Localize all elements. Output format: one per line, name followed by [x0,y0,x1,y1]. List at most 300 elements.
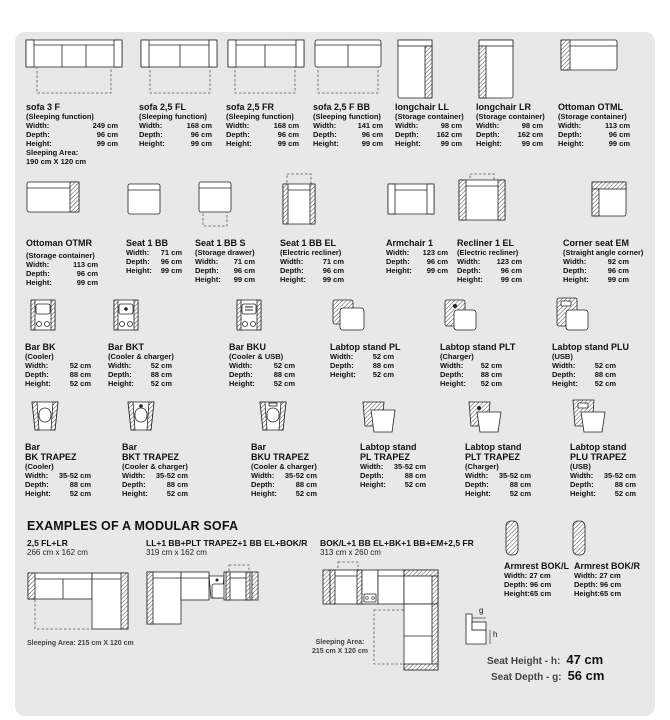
example-size: 266 cm x 162 cm [27,548,88,557]
module-subtitle: (Charger) [465,462,499,471]
height-label: Height: [558,139,584,148]
width-value: 71 cm [160,248,182,257]
spec-labtop-pl [330,342,400,379]
seat-depth-value: 56 cm [567,668,605,683]
width-label: Width: [229,361,253,370]
seat-depth-row [491,667,604,685]
module-title: PLU TRAPEZ [570,452,627,462]
depth-label: Depth: [139,130,163,139]
height-label: Height: [108,379,134,388]
depth-value: 96 cm [190,130,212,139]
laptop-trapez-icon [362,400,400,434]
width-label: Width: [360,462,384,471]
height-value: 65 cm [529,589,552,598]
module-labtop-plu[interactable] [556,296,592,334]
height-value: 52 cm [509,489,531,498]
example-2-plan[interactable] [146,564,276,628]
longchair-lr-plan-icon [478,38,518,100]
armrest-bokr-icon[interactable] [570,520,590,558]
spec-bar-bku-trapez [251,442,323,498]
height-value: 52 cm [166,489,188,498]
depth-value: 96 cm [277,130,299,139]
width-label: Width: [395,121,419,130]
laptop-stand-icon [332,298,368,334]
height-label: Height: [313,139,339,148]
spec-seat-1bb-s [195,238,255,284]
depth-label: Depth: [25,480,49,489]
module-subtitle: (USB) [570,462,591,471]
module-labtop-pl-trapez[interactable] [362,400,400,434]
module-subtitle: (Straight angle corner) [563,248,644,257]
height-value: 99 cm [608,139,630,148]
module-subtitle: (Sleeping function) [226,112,294,121]
height-label: Height: [386,266,412,275]
height-label: Height: [139,139,165,148]
height-value: 99 cm [361,139,383,148]
module-sofa-25fl[interactable] [140,38,220,96]
width-label: Width: [313,121,337,130]
bar-usb-icon [236,298,266,334]
depth-value: 88 cm [69,480,91,489]
width-label: Width: [457,257,481,266]
module-subtitle: (Storage container) [476,112,545,121]
width-label: Width: [226,121,250,130]
module-bar-bku[interactable] [236,298,266,334]
width-label: Width: [558,121,582,130]
spec-armrest-bokl [504,561,570,598]
sofa-25fr-plan-icon [227,38,307,96]
width-value: 168 cm [186,121,212,130]
module-subtitle: (Cooler & charger) [122,462,188,471]
module-line1: Bar [122,442,138,452]
depth-value: 88 cm [166,480,188,489]
width-value: 52 cm [273,361,295,370]
module-bar-bk-trapez[interactable] [28,400,64,434]
width-label: Width: [126,248,150,257]
depth-value: 96 cm [160,257,182,266]
height-label: Height: [465,489,491,498]
armrest-bokl-icon[interactable] [503,520,523,558]
example-3-plan[interactable] [322,560,442,674]
module-armchair-1[interactable] [387,182,437,218]
armchair-1-plan-icon [387,182,437,218]
width-value: 123 cm [496,257,522,266]
module-title: longchair LR [476,102,532,112]
module-longchair-lr[interactable] [478,38,518,100]
width-label: Width: [476,121,500,130]
module-title: Bar BKU [229,342,267,352]
height-value: 52 cm [273,379,295,388]
module-sofa-25fr[interactable] [227,38,307,96]
ottoman-otmr-plan-icon [26,180,86,216]
height-label: Height: [504,589,530,598]
module-ottoman-otmr[interactable] [26,180,86,216]
module-ottoman-otml[interactable] [560,38,620,74]
module-subtitle: (Storage container) [558,112,627,121]
width-value: 35-52 cm [393,462,426,471]
depth-label: Depth: [476,130,500,139]
width-value: 52 cm [372,352,394,361]
example-name: 2,5 FL+LR [27,538,68,548]
module-subtitle: (Charger) [440,352,474,361]
module-bar-bk[interactable] [30,298,60,334]
seat-1bb-s-plan-icon [198,180,238,230]
height-label: Height: [25,379,51,388]
width-value: 71 cm [322,257,344,266]
depth-value: 96 cm [608,130,630,139]
example-3-sleeping-area [300,638,380,656]
depth-value: 96 cm [599,580,622,589]
seat-profile-diagram [462,604,502,650]
width-value: 35-52 cm [155,471,188,480]
laptop-stand-usb-icon [556,296,592,334]
width-value: 123 cm [422,248,448,257]
module-subtitle: (Storage container) [395,112,464,121]
depth-value: 96 cm [233,266,255,275]
depth-value: 96 cm [529,580,552,589]
depth-label: Depth: [558,130,582,139]
width-label: Width: [330,352,354,361]
height-label: Height: [26,139,52,148]
module-title: Seat 1 BB [126,238,169,248]
seat-height-label: Seat Height - h: [487,656,561,667]
example-1-plan[interactable] [27,566,131,634]
module-title: BKT TRAPEZ [122,452,179,462]
example-3-caption [320,538,500,558]
module-line1: Labtop stand [465,442,522,452]
example-2-caption [146,538,316,558]
width-value: 113 cm [604,121,630,130]
module-corner-em[interactable] [591,180,631,220]
module-longchair-ll[interactable] [397,38,437,100]
width-label: Width: [570,471,594,480]
height-value: 99 cm [440,139,462,148]
module-bar-bkt[interactable] [113,298,143,334]
module-subtitle: (Cooler & charger) [251,462,317,471]
height-value: 99 cm [233,275,255,284]
module-sofa-3f[interactable] [25,38,125,96]
module-title: sofa 2,5 F BB [313,102,371,112]
height-label: Height: [574,589,600,598]
height-label: Height: [229,379,255,388]
spec-corner-em [563,238,649,284]
width-value: 35-52 cm [284,471,317,480]
depth-value: 96 cm [607,266,629,275]
bar-trapez-charger-icon [124,400,160,434]
width-value: 35-52 cm [58,471,91,480]
module-line1: Labtop stand [570,442,627,452]
spec-bar-bku [229,342,295,388]
height-value: 99 cm [322,275,344,284]
height-label: Height: [251,489,277,498]
width-label: Width: [139,121,163,130]
module-subtitle: (Cooler) [25,352,54,361]
width-value: 52 cm [480,361,502,370]
spec-ottoman-otmr [26,238,98,287]
spec-seat-1bb [126,238,182,275]
spec-longchair-lr [476,102,543,148]
height-value: 52 cm [614,489,636,498]
width-value: 35-52 cm [498,471,531,480]
height-value: 99 cm [160,266,182,275]
module-subtitle: (Sleeping function) [139,112,207,121]
module-subtitle: (Cooler & charger) [108,352,174,361]
depth-label: Depth: [386,257,410,266]
width-label: Width: [574,571,598,580]
height-label: Height: [122,489,148,498]
sleeping-area-value: 215 cm X 120 cm [311,648,369,655]
width-label: Width: [251,471,275,480]
height-value: 99 cm [190,139,212,148]
sleeping-area-label: Sleeping Area: [26,148,79,157]
height-value: 99 cm [521,139,543,148]
examples-heading: EXAMPLES OF A MODULAR SOFA [27,519,239,533]
module-subtitle: (Cooler & USB) [229,352,284,361]
example-size: 319 cm x 162 cm [146,548,207,557]
module-subtitle: (USB) [552,352,573,361]
spec-labtop-plu [552,342,629,388]
height-label: Height: [457,275,483,284]
laptop-trapez-charger-icon [468,400,506,434]
height-value: 65 cm [599,589,622,598]
depth-value: 88 cm [372,361,394,370]
depth-label: Depth: [457,266,481,275]
depth-label: Depth: [126,257,150,266]
depth-label: Depth: [251,480,275,489]
module-title: Labtop stand PL [330,342,401,352]
height-label: Height: [226,139,252,148]
seat-depth-label: Seat Depth - g: [491,672,562,683]
module-bar-bku-trapez[interactable] [256,400,292,434]
module-bar-bkt-trapez[interactable] [124,400,160,434]
module-title: Ottoman OTML [558,102,623,112]
depth-value: 88 cm [150,370,172,379]
sleeping-area-label: Sleeping Area: [315,639,365,646]
module-line1: Bar [251,442,267,452]
module-recliner-1el[interactable] [458,172,514,228]
laptop-stand-charger-icon [444,298,480,334]
height-value: 52 cm [594,379,616,388]
depth-value: 96 cm [96,130,118,139]
module-title: Labtop stand PLU [552,342,629,352]
module-title: PL TRAPEZ [360,452,410,462]
width-value: 52 cm [69,361,91,370]
height-label: Height: [563,275,589,284]
depth-label: Depth: [229,370,253,379]
corner-em-plan-icon [591,180,631,220]
height-label: Height: [280,275,306,284]
recliner-1el-plan-icon [458,172,514,228]
module-title: sofa 2,5 FR [226,102,275,112]
module-title: longchair LL [395,102,449,112]
module-subtitle: (Electric recliner) [457,248,519,257]
spec-labtop-plt-trapez [465,442,535,498]
depth-label: Depth: [570,480,594,489]
spec-labtop-pl-trapez [360,442,430,489]
width-label: Width: [25,361,49,370]
depth-label: Depth: [504,580,528,589]
seat-1bb-el-plan-icon [282,172,322,228]
spec-bar-bk [25,342,91,388]
spec-bar-bkt [108,342,180,388]
spec-sofa-25fbb [313,102,383,148]
depth-value: 96 cm [322,266,344,275]
depth-value: 88 cm [614,480,636,489]
spec-bar-bk-trapez [25,442,91,498]
depth-label: Depth: [330,361,354,370]
module-title: Ottoman OTMR [26,238,92,248]
height-label: Height: [330,370,356,379]
width-label: Width: [25,471,49,480]
module-seat-1bb[interactable] [127,182,167,218]
spec-labtop-plt [440,342,516,388]
height-value: 52 cm [295,489,317,498]
module-line1: Bar [25,442,41,452]
depth-label: Depth: [26,130,50,139]
example-size: 313 cm x 260 cm [320,548,381,557]
bar-charger-icon [113,298,143,334]
width-value: 98 cm [440,121,462,130]
width-value: 52 cm [150,361,172,370]
width-label: Width: [440,361,464,370]
example-1-sleeping-area: Sleeping Area: 215 cm X 120 cm [27,640,134,647]
module-sofa-25fbb[interactable] [314,38,394,96]
height-value: 99 cm [500,275,522,284]
depth-value: 88 cm [295,480,317,489]
width-value: 141 cm [357,121,383,130]
depth-label: Depth: [465,480,489,489]
spec-seat-1bb-el [280,238,344,284]
module-labtop-plt[interactable] [444,298,480,334]
longchair-ll-plan-icon [397,38,437,100]
module-subtitle: (Sleeping function) [26,112,94,121]
module-line1: Labtop stand [360,442,417,452]
depth-label: Depth: [26,269,50,278]
laptop-trapez-usb-icon [572,398,610,434]
width-label: Width: [108,361,132,370]
seat-depth-letter: g [479,606,484,615]
height-value: 99 cm [76,278,98,287]
depth-value: 88 cm [509,480,531,489]
height-label: Height: [476,139,502,148]
height-label: Height: [360,480,386,489]
example-name: LL+1 BB+PLT TRAPEZ+1 BB EL+BOK/R [146,538,308,548]
seat-height-value: 47 cm [566,652,604,667]
width-label: Width: [26,121,50,130]
depth-label: Depth: [226,130,250,139]
height-value: 52 cm [69,379,91,388]
example-1-layout-icon [27,566,131,634]
depth-value: 88 cm [594,370,616,379]
module-title: Seat 1 BB S [195,238,246,248]
sofa-25fl-plan-icon [140,38,220,96]
depth-label: Depth: [395,130,419,139]
height-label: Height: [570,489,596,498]
depth-label: Depth: [25,370,49,379]
spec-sofa-25fr [226,102,299,148]
module-title: BK TRAPEZ [25,452,77,462]
width-value: 52 cm [594,361,616,370]
module-subtitle: (Storage drawer) [195,248,255,257]
depth-value: 96 cm [76,269,98,278]
height-value: 99 cm [426,266,448,275]
depth-value: 96 cm [361,130,383,139]
height-label: Height: [552,379,578,388]
module-labtop-pl[interactable] [332,298,368,334]
bar-cooler-icon [30,298,60,334]
height-label: Height: [395,139,421,148]
width-value: 249 cm [92,121,118,130]
height-value: 99 cm [96,139,118,148]
width-value: 35-52 cm [603,471,636,480]
depth-label: Depth: [563,266,587,275]
seat-height-letter: h [493,630,498,639]
width-value: 92 cm [607,257,629,266]
module-title: Armrest BOK/R [574,561,641,571]
module-labtop-plu-trapez[interactable] [572,398,610,434]
depth-label: Depth: [108,370,132,379]
depth-label: Depth: [574,580,598,589]
seat-1bb-plan-icon [127,182,167,218]
width-value: 98 cm [521,121,543,130]
width-value: 27 cm [599,571,621,580]
height-value: 99 cm [607,275,629,284]
width-label: Width: [504,571,528,580]
width-label: Width: [563,257,587,266]
width-label: Width: [280,257,304,266]
depth-value: 88 cm [404,471,426,480]
example-1-caption [27,538,147,558]
height-value: 52 cm [69,489,91,498]
spec-longchair-ll [395,102,462,148]
depth-label: Depth: [313,130,337,139]
height-value: 52 cm [404,480,426,489]
width-label: Width: [26,260,50,269]
module-title: Armrest BOK/L [504,561,570,571]
module-title: PLT TRAPEZ [465,452,520,462]
module-title: Recliner 1 EL [457,238,515,248]
spec-bar-bkt-trapez [122,442,196,498]
module-labtop-plt-trapez[interactable] [468,400,506,434]
module-title: sofa 3 F [26,102,61,112]
module-subtitle: (Cooler) [25,462,54,471]
module-title: Corner seat EM [563,238,630,248]
depth-label: Depth: [280,266,304,275]
bar-trapez-cooler-icon [28,400,64,434]
sofa-25fbb-plan-icon [314,38,394,96]
example-3-layout-icon [322,560,442,674]
width-label: Width: [122,471,146,480]
spec-armchair-1 [386,238,448,275]
depth-value: 88 cm [69,370,91,379]
width-value: 71 cm [233,257,255,266]
depth-value: 162 cm [517,130,543,139]
module-seat-1bb-s[interactable] [198,180,238,230]
depth-label: Depth: [195,266,219,275]
module-subtitle: (Storage container) [26,251,95,260]
module-subtitle: (Electric recliner) [280,248,342,257]
depth-value: 96 cm [426,257,448,266]
ottoman-otml-plan-icon [560,38,620,74]
depth-label: Depth: [360,471,384,480]
depth-value: 162 cm [436,130,462,139]
height-value: 99 cm [277,139,299,148]
module-title: Seat 1 BB EL [280,238,337,248]
depth-value: 88 cm [480,370,502,379]
width-value: 27 cm [529,571,551,580]
module-seat-1bb-el[interactable] [282,172,322,228]
sleeping-area-value: 190 cm X 120 cm [26,157,87,166]
